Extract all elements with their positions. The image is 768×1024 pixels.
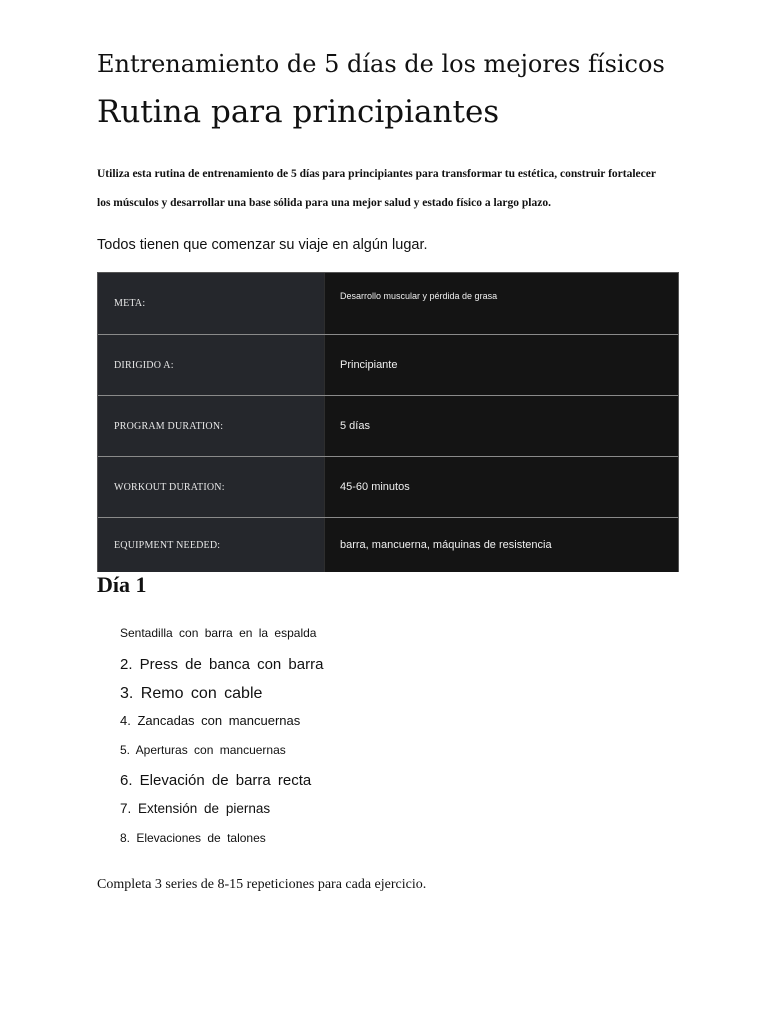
info-value-audience: Principiante: [324, 335, 678, 395]
exercise-item: 2. Press de banca con barra: [120, 656, 324, 673]
program-info-table: [97, 272, 679, 572]
intro-paragraph: Utiliza esta rutina de entrenamiento de 5 días para principiantes para transformar tu estética, construir fortalecer los músculos y desarrollar una base sólida para una mejor salud y estado físico a largo plazo.: [97, 168, 656, 209]
info-key-workout-duration: WORKOUT DURATION:: [98, 457, 324, 517]
sets-reps-note: Completa 3 series de 8-15 repeticiones para cada ejercicio.: [97, 877, 427, 892]
exercise-item: 4. Zancadas con mancuernas: [120, 713, 301, 728]
exercise-item: 8. Elevaciones de talones: [120, 831, 266, 845]
info-key-program-duration: PROGRAM DURATION:: [98, 396, 324, 456]
document-supertitle: Entrenamiento de 5 días de los mejores físicos: [97, 50, 665, 78]
info-key-goal: META:: [98, 273, 324, 334]
exercise-item: 3. Remo con cable: [120, 685, 263, 702]
info-row-goal: [98, 273, 678, 335]
exercise-item: 7. Extensión de piernas: [120, 801, 271, 816]
info-key-equipment: EQUIPMENT NEEDED:: [98, 518, 324, 572]
info-key-audience: DIRIGIDO A:: [98, 335, 324, 395]
day-heading: Día 1: [97, 572, 147, 597]
info-value-program-duration: 5 días: [324, 396, 678, 456]
info-row-equipment: [98, 518, 678, 572]
lead-sentence: Todos tienen que comenzar su viaje en algún lugar.: [97, 237, 428, 253]
page-title: Rutina para principiantes: [97, 94, 500, 130]
info-row-workout-duration: [98, 457, 678, 518]
info-value-equipment: barra, mancuerna, máquinas de resistencia: [324, 518, 678, 572]
exercise-item: 6. Elevación de barra recta: [120, 772, 312, 789]
info-row-audience: [98, 335, 678, 396]
info-value-goal: Desarrollo muscular y pérdida de grasa: [324, 273, 678, 334]
info-value-workout-duration: 45-60 minutos: [324, 457, 678, 517]
info-row-program-duration: [98, 396, 678, 457]
exercise-item: 5. Aperturas con mancuernas: [120, 743, 286, 757]
exercise-item: Sentadilla con barra en la espalda: [120, 626, 317, 640]
